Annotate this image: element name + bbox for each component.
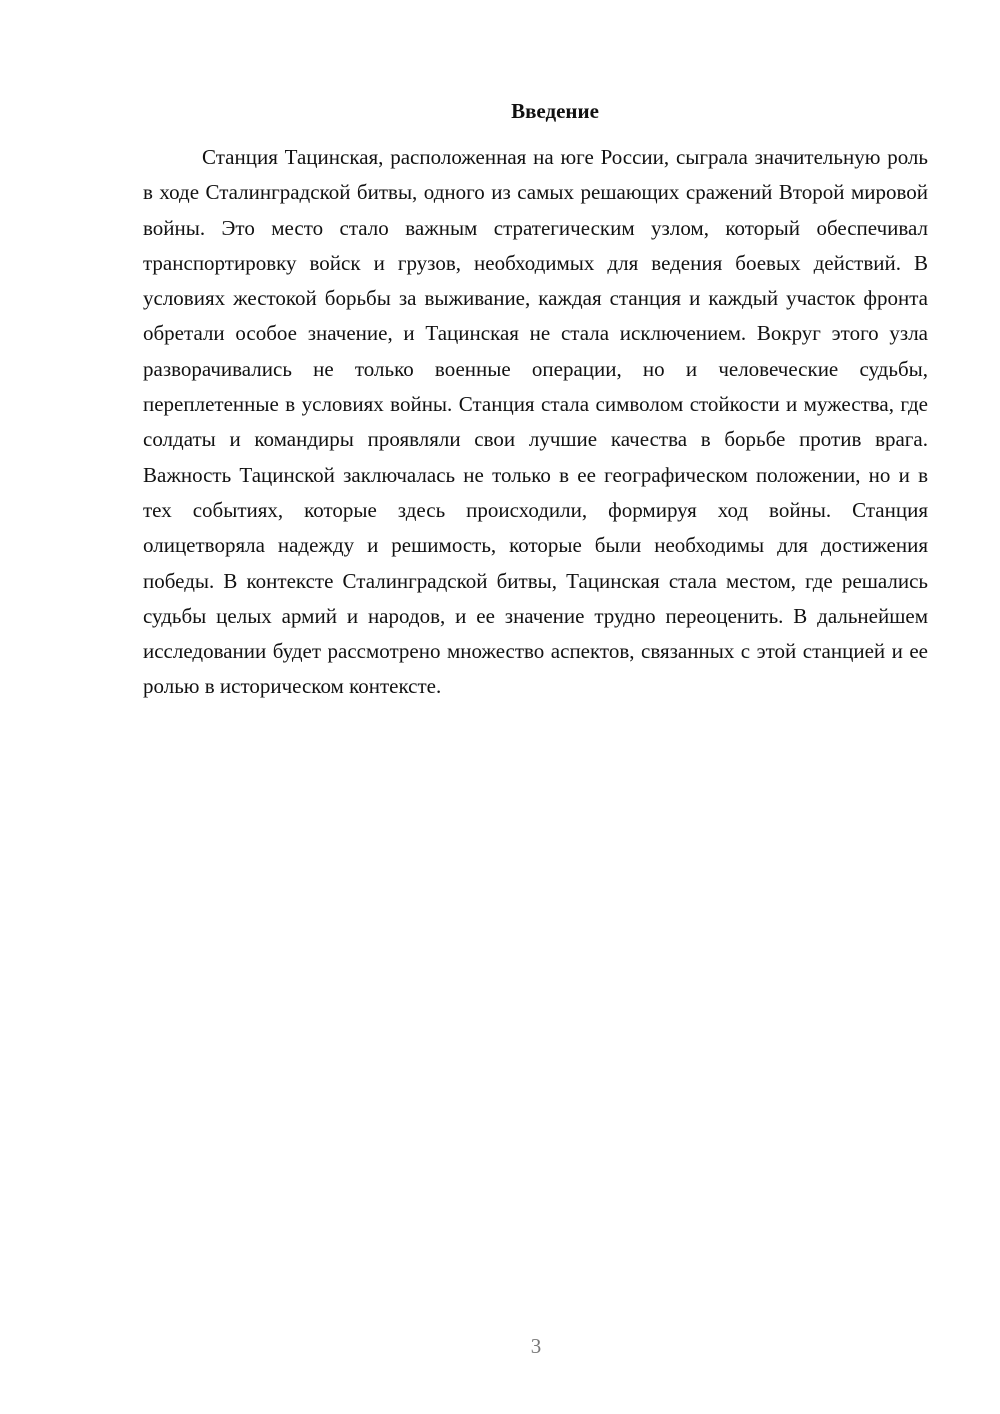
page-content [143, 96, 928, 705]
body-paragraph: Станция Тацинская, расположенная на юге России, сыграла значительную роль в ходе Сталинградской битвы, одного из самых решающих сражений Второй мировой войны. Это место стало важным стратегическим узлом, который обеспечивал транспортировку войск и грузов, необходимых для ведения боевых действий. В условиях жестокой борьбы за выживание, каждая станция и каждый участок фронта обретали особое значение, и Тацинская не стала исключением. Вокруг этого узла разворачивались не только военные операции, но и человеческие судьбы, переплетенные в условиях войны. Станция стала символом стойкости и мужества, где солдаты и командиры проявляли свои лучшие качества в борьбе против врага. Важность Тацинской заключалась не только в ее географическом положении, но и в тех событиях, которые здесь происходили, формируя ход войны. Станция олицетворяла надежду и решимость, которые были необходимы для достижения победы. В контексте Сталинградской битвы, Тацинская стала местом, где решались судьбы целых армий и народов, и ее значение трудно переоценить. В дальнейшем исследовании будет рассмотрено множество аспектов, связанных с этой станцией и ее ролью в историческом контексте. [143, 145, 928, 699]
page-number: 3 [530, 1334, 542, 1358]
section-heading: Введение [511, 99, 599, 123]
